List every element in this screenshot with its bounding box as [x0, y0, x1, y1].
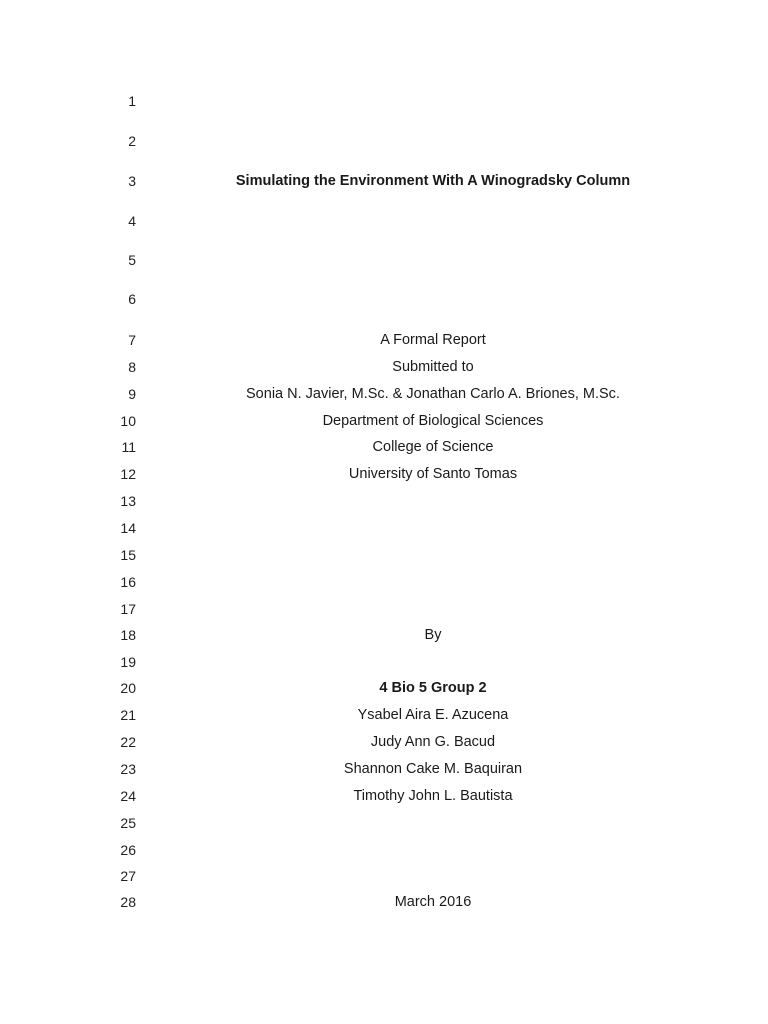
line-number: 26 — [120, 842, 136, 858]
line-number: 6 — [128, 291, 136, 307]
line-number: 17 — [120, 601, 136, 617]
line-number: 8 — [128, 359, 136, 375]
line-number: 5 — [128, 252, 136, 268]
line-number: 9 — [128, 386, 136, 402]
author-name: Ysabel Aira E. Azucena — [357, 707, 509, 723]
college: College of Science — [372, 439, 494, 455]
report-date: March 2016 — [394, 894, 472, 910]
advisers: Sonia N. Javier, M.Sc. & Jonathan Carlo A. Briones, M.Sc. — [246, 386, 620, 402]
line-number: 7 — [128, 332, 136, 348]
line-number: 13 — [120, 493, 136, 509]
line-number: 12 — [120, 466, 136, 482]
line-number: 11 — [121, 439, 136, 455]
line-number: 15 — [120, 547, 136, 563]
author-name: Timothy John L. Bautista — [353, 788, 513, 804]
department: Department of Biological Sciences — [322, 413, 544, 429]
line-number: 22 — [120, 734, 136, 750]
line-number: 24 — [120, 788, 136, 804]
line-number: 2 — [128, 133, 136, 149]
report-title: Simulating the Environment With A Winogradsky Column — [235, 173, 631, 189]
line-number: 28 — [120, 894, 136, 910]
submitted-to-label: Submitted to — [392, 359, 474, 375]
group-name: 4 Bio 5 Group 2 — [379, 680, 487, 696]
report-type: A Formal Report — [380, 332, 486, 348]
line-number: 23 — [120, 761, 136, 777]
line-number: 21 — [120, 707, 136, 723]
line-number: 1 — [128, 93, 136, 109]
line-number: 3 — [128, 173, 136, 189]
line-number: 10 — [120, 413, 136, 429]
line-number: 4 — [128, 213, 136, 229]
line-number: 19 — [120, 654, 136, 670]
line-number: 14 — [120, 520, 136, 536]
by-label: By — [424, 627, 442, 643]
line-number: 20 — [120, 680, 136, 696]
author-name: Shannon Cake M. Baquiran — [343, 761, 523, 777]
author-name: Judy Ann G. Bacud — [370, 734, 496, 750]
line-number: 25 — [120, 815, 136, 831]
line-number: 16 — [120, 574, 136, 590]
line-number: 18 — [120, 627, 136, 643]
university: University of Santo Tomas — [348, 466, 518, 482]
line-number: 27 — [120, 868, 136, 884]
